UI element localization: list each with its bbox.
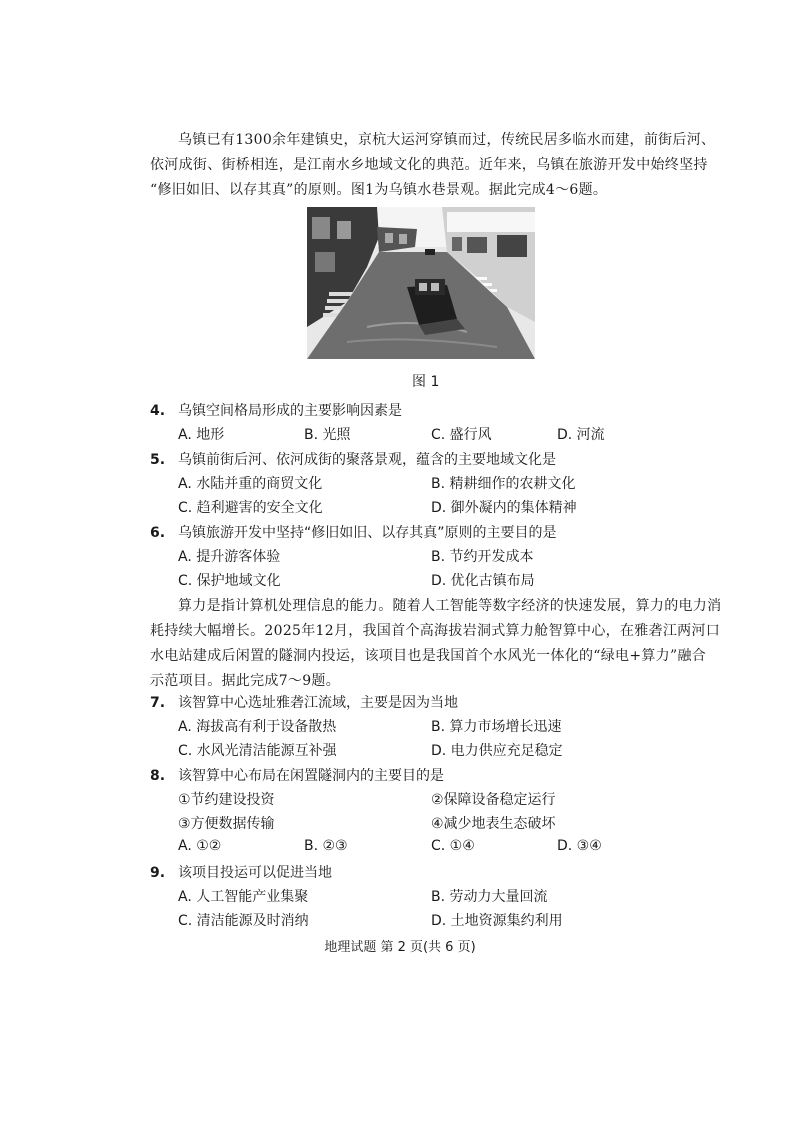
option-b: B. 算力市场增长迅速: [431, 719, 562, 735]
option-b: B. 精耕细作的农耕文化: [431, 476, 576, 492]
passage-line: “修旧如旧、以存其真”的原则。图1为乌镇水巷景观。据此完成4～6题。: [150, 182, 608, 198]
question-number: 8.: [150, 768, 166, 784]
option-c: C. ①④: [431, 838, 475, 854]
question-number: 7.: [150, 695, 166, 711]
question-7: [150, 692, 458, 712]
option-c: C. 趋利避害的安全文化: [178, 500, 323, 516]
option-c: C. 清洁能源及时消纳: [178, 913, 309, 929]
option-a: A. 人工智能产业集聚: [178, 889, 309, 905]
passage-line: 耗持续大幅增长。2025年12月，我国首个高海拔岩洞式算力舱智算中心，在雅砻江两河口: [150, 623, 721, 639]
page-footer: 地理试题 第 2 页(共 6 页): [324, 940, 476, 955]
option-a: A. 提升游客体验: [178, 549, 281, 565]
statement-4: ④减少地表生态破坏: [431, 816, 556, 832]
option-d: D. ③④: [557, 838, 602, 854]
passage-line: 依河成街、街桥相连，是江南水乡地域文化的典范。近年来，乌镇在旅游开发中始终坚持: [150, 157, 708, 173]
question-stem: 乌镇前街后河、依河成街的聚落景观，蕴含的主要地域文化是: [178, 452, 556, 468]
statement-3: ③方便数据传输: [178, 816, 275, 832]
passage-line: 水电站建成后闲置的隧洞内投运，该项目也是我国首个水风光一体化的“绿电+算力”融合: [150, 648, 707, 664]
question-9: [150, 862, 332, 882]
question-stem: 乌镇空间格局形成的主要影响因素是: [178, 403, 402, 419]
passage-line: 算力是指计算机处理信息的能力。随着人工智能等数字经济的快速发展，算力的电力消: [178, 598, 722, 614]
option-a: A. ①②: [178, 838, 222, 854]
option-a: A. 水陆并重的商贸文化: [178, 476, 323, 492]
question-6: [150, 522, 557, 542]
option-d: D. 优化古镇布局: [431, 573, 535, 589]
option-b: B. 节约开发成本: [431, 549, 534, 565]
option-b: B. 光照: [304, 427, 351, 443]
question-number: 6.: [150, 525, 166, 541]
option-d: D. 土地资源集约利用: [431, 913, 563, 929]
figure-caption: 图 1: [412, 374, 440, 390]
question-4: [150, 400, 402, 420]
wuzhen-water-alley-photo: [307, 207, 535, 359]
question-stem: 乌镇旅游开发中坚持“修旧如旧、以存其真”原则的主要目的是: [178, 525, 557, 541]
question-number: 4.: [150, 403, 166, 419]
option-b: B. 劳动力大量回流: [431, 889, 548, 905]
option-c: C. 保护地域文化: [178, 573, 281, 589]
question-stem: 该智算中心选址雅砻江流域，主要是因为当地: [178, 695, 458, 711]
question-stem: 该项目投运可以促进当地: [178, 865, 332, 881]
passage-wuzhen: [150, 128, 716, 203]
option-a: A. 地形: [178, 427, 225, 443]
question-8: [150, 765, 444, 785]
statement-2: ②保障设备稳定运行: [431, 792, 556, 808]
option-b: B. ②③: [304, 838, 348, 854]
option-d: D. 电力供应充足稳定: [431, 743, 563, 759]
option-d: D. 御外凝内的集体精神: [431, 500, 577, 516]
question-5: [150, 449, 556, 469]
statement-1: ①节约建设投资: [178, 792, 275, 808]
passage-line: 示范项目。据此完成7～9题。: [150, 673, 341, 689]
option-a: A. 海拔高有利于设备散热: [178, 719, 337, 735]
passage-line: 乌镇已有1300余年建镇史，京杭大运河穿镇而过，传统民居多临水而建，前街后河、: [178, 132, 716, 148]
option-c: C. 盛行风: [431, 427, 492, 443]
passage-computing-power: [150, 594, 722, 694]
question-number: 5.: [150, 452, 166, 468]
option-d: D. 河流: [557, 427, 605, 443]
question-stem: 该智算中心布局在闲置隧洞内的主要目的是: [178, 768, 444, 784]
option-c: C. 水风光清洁能源互补强: [178, 743, 337, 759]
question-number: 9.: [150, 865, 166, 881]
